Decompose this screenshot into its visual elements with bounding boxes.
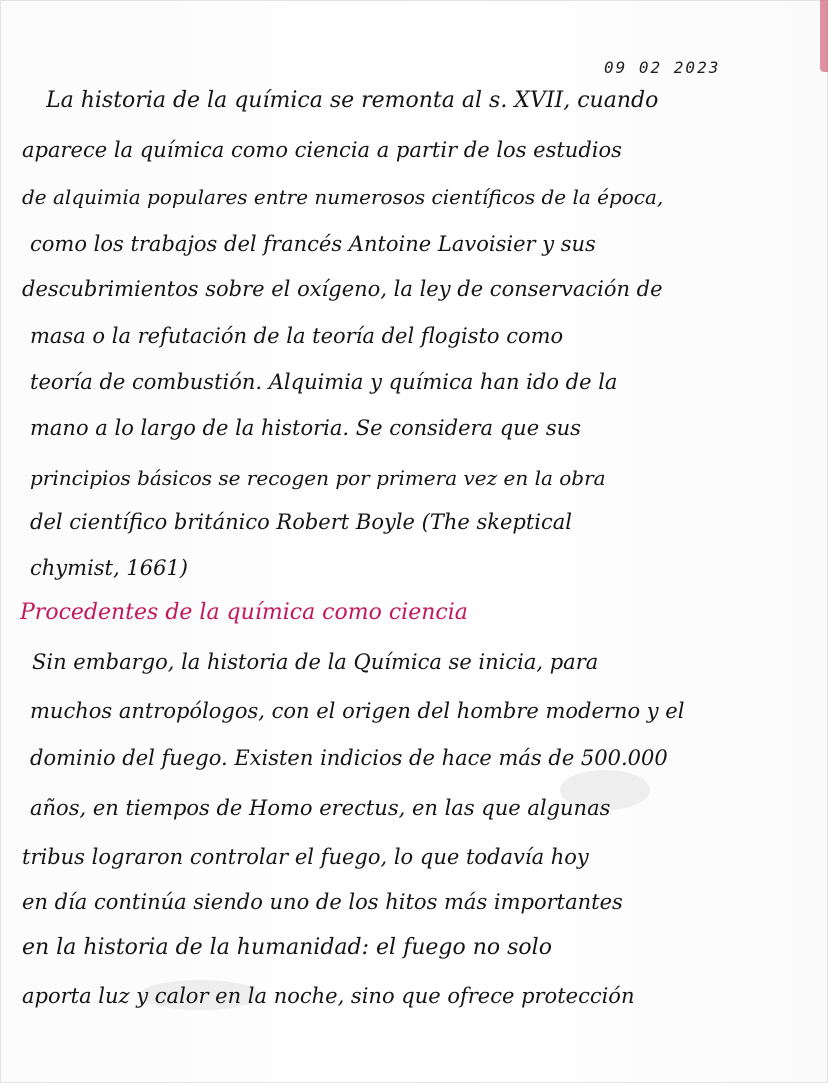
text-line-14: dominio del fuego. Existen indicios de hace más de 500.000 — [30, 746, 668, 770]
text-line-12: Sin embargo, la historia de la Química se inicia, para — [32, 650, 599, 674]
page-edge-mark — [820, 0, 828, 72]
text-line-13: muchos antropólogos, con el origen del hombre moderno y el — [30, 699, 685, 723]
text-line-1: La historia de la química se remonta al s. XVII, cuando — [46, 88, 659, 113]
text-line-19: aporta luz y calor en la noche, sino que ofrece protección — [22, 984, 635, 1008]
section-heading: Procedentes de la química como ciencia — [20, 600, 468, 625]
text-line-18: en la historia de la humanidad: el fuego no solo — [22, 935, 552, 960]
text-line-6: masa o la refutación de la teoría del flogisto como — [30, 324, 564, 348]
date-stamp: 09 02 2023 — [604, 58, 721, 77]
text-line-5: descubrimientos sobre el oxígeno, la ley de conservación de — [22, 277, 663, 301]
text-line-15: años, en tiempos de Homo erectus, en las que algunas — [30, 796, 611, 820]
text-line-9: principios básicos se recogen por primera vez en la obra — [30, 466, 606, 490]
text-line-7: teoría de combustión. Alquimia y química han ido de la — [30, 370, 618, 394]
text-line-10: del científico británico Robert Boyle (The skeptical — [30, 510, 573, 534]
text-line-17: en día continúa siendo uno de los hitos más importantes — [22, 890, 623, 914]
text-line-2: aparece la química como ciencia a partir de los estudios — [22, 138, 622, 162]
text-line-8: mano a lo largo de la historia. Se considera que sus — [30, 416, 581, 440]
text-line-11: chymist, 1661) — [30, 556, 188, 580]
text-line-3: de alquimia populares entre numerosos científicos de la época, — [22, 185, 664, 209]
text-line-16: tribus lograron controlar el fuego, lo que todavía hoy — [22, 845, 589, 869]
text-line-4: como los trabajos del francés Antoine Lavoisier y sus — [30, 232, 596, 256]
